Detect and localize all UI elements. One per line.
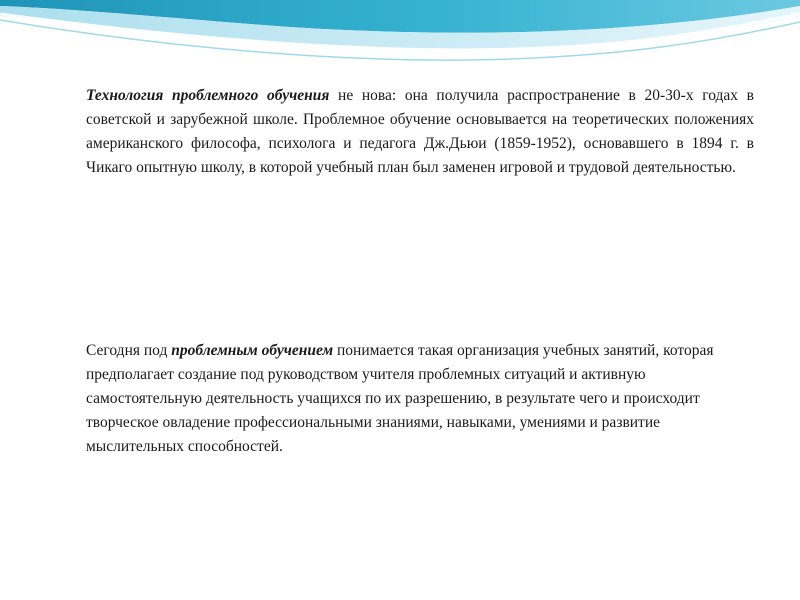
paragraph-2-text: понимается такая организация учебных занятий, которая предполагает создание под руководством учителя проблемных ситуаций и активную самостоятельную деятельность учащихся по их разрешению, в результате чего и происходит творческое овладение профессиональными знаниями, навыками, умениями и развитие мыслительных способностей. — [86, 342, 714, 455]
paragraph-problem-learning-history — [86, 84, 754, 180]
paragraph-2-lead: Сегодня под — [86, 342, 172, 359]
term-problem-learning: проблемным обучением — [171, 342, 334, 359]
term-problem-learning-technology: Технология проблемного обучения — [86, 87, 330, 104]
paragraph-problem-learning-definition — [86, 339, 754, 459]
paragraph-1-text: не нова: она получила распространение в 20-30-х годах в советской и зарубежной школе. Проблемное обучение основывается на теоретических положениях американского философа, психолога и педагога Дж.Дьюи (1859-1952), основавшего в 1894 г. в Чикаго опытную школу, в которой учебный план был заменен игровой и трудовой деятельностью. — [86, 87, 754, 176]
wave-header-decoration — [0, 0, 800, 80]
